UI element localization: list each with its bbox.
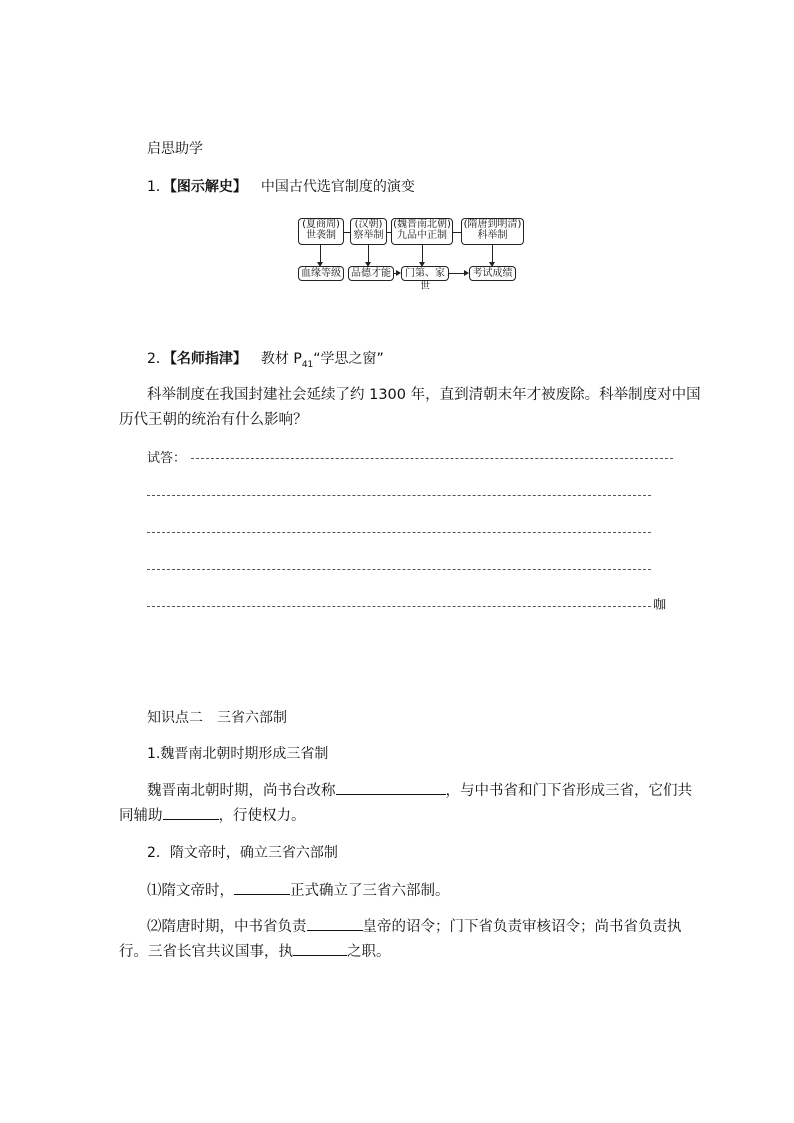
- item1-heading: [147, 176, 415, 196]
- text: 之职。: [347, 944, 391, 960]
- para-1-line-2: [119, 804, 306, 825]
- text: 魏晋南北朝时期，尚书台改称: [147, 783, 336, 799]
- down-arrow-line: [422, 245, 423, 263]
- knowledge-point-2-title: 知识点二 三省六部制: [147, 710, 287, 726]
- para-1-line-1: [147, 779, 692, 800]
- para-2: [147, 879, 450, 900]
- item2-page-sub: 41: [301, 359, 314, 370]
- answer-line-3: [147, 532, 651, 533]
- item1-text: 中国古代选官制度的演变: [260, 179, 415, 195]
- down-arrow-line: [320, 245, 321, 263]
- item2-heading: [147, 348, 384, 370]
- para-3-line-2: [119, 940, 391, 961]
- connector-line: [387, 232, 391, 233]
- box-era: (魏晋南北朝): [393, 219, 451, 230]
- box-era: (汉朝): [354, 219, 383, 230]
- answer-line-5: [147, 606, 651, 607]
- item2-number: 2．: [147, 351, 170, 367]
- down-arrow-line: [368, 245, 369, 263]
- answer-line-2: [147, 495, 651, 496]
- right-arrow-head: [464, 270, 469, 276]
- box-era: (夏商周): [302, 219, 340, 230]
- item1-tag: 【图示解史】: [169, 179, 247, 195]
- diagram-box-sui-tang-ming-qing: [461, 218, 524, 245]
- answer-line-4: [147, 569, 651, 570]
- answer-line-1: [191, 458, 673, 459]
- item1-number: 1．: [147, 179, 170, 195]
- answer-label: 试答：: [147, 451, 187, 466]
- fill-blank-2[interactable]: [163, 805, 219, 820]
- box-system: 九品中正制: [397, 230, 447, 241]
- item2-text-pre: 教材 P: [260, 351, 302, 367]
- box-era: (隋唐到明清): [463, 219, 522, 230]
- answer-end-mark: 咖: [653, 598, 667, 613]
- diagram-basis-family: 门第、家世: [401, 266, 449, 281]
- text: 正式确立了三省六部制。: [290, 883, 450, 899]
- question-line-2: 历代王朝的统治有什么影响？: [119, 412, 308, 428]
- diagram-box-weijin: [391, 218, 453, 245]
- para-3-line-1: [147, 915, 682, 936]
- subheading-1: 1.魏晋南北朝时期形成三省制: [147, 746, 329, 762]
- text: 行。三省长官共议国事，执: [119, 944, 293, 960]
- text: 皇帝的诏令；门下省负责审核诏令；尚书省负责执: [362, 919, 682, 935]
- right-arrow-head: [396, 270, 401, 276]
- section-title-qisi: 启思助学: [147, 141, 203, 157]
- subheading-2: 2．隋文帝时，确立三省六部制: [147, 845, 338, 861]
- diagram-basis-blood: 血缘等级: [298, 266, 344, 281]
- diagram-box-han: [350, 218, 387, 245]
- item2-tag: 【名师指津】: [169, 351, 247, 367]
- diagram-box-xia-shang-zhou: [298, 218, 344, 245]
- question-line-1: 科举制度在我国封建社会延续了约 1300 年，直到清朝末年才被废除。科举制度对中国: [147, 387, 701, 403]
- text: ⑵隋唐时期，中书省负责: [147, 919, 307, 935]
- text: ⑴隋文帝时，: [147, 883, 234, 899]
- text: 同辅助: [119, 808, 163, 824]
- item2-text-post: “学思之窗”: [313, 351, 384, 367]
- box-system: 察举制: [353, 230, 384, 241]
- fill-blank-5[interactable]: [293, 941, 347, 956]
- connector-line: [344, 232, 350, 233]
- fill-blank-3[interactable]: [234, 880, 290, 895]
- box-system: 世袭制: [306, 230, 336, 241]
- connector-line: [449, 273, 464, 274]
- text: ，与中书省和门下省形成三省，它们共: [445, 783, 692, 799]
- connector-line: [453, 232, 461, 233]
- fill-blank-1[interactable]: [336, 780, 446, 795]
- diagram-basis-exam: 考试成绩: [469, 266, 516, 281]
- fill-blank-4[interactable]: [307, 916, 363, 931]
- box-system: 科举制: [477, 230, 508, 241]
- down-arrow-line: [492, 245, 493, 263]
- diagram-basis-virtue: 品德才能: [348, 266, 394, 281]
- text: ，行使权力。: [218, 808, 306, 824]
